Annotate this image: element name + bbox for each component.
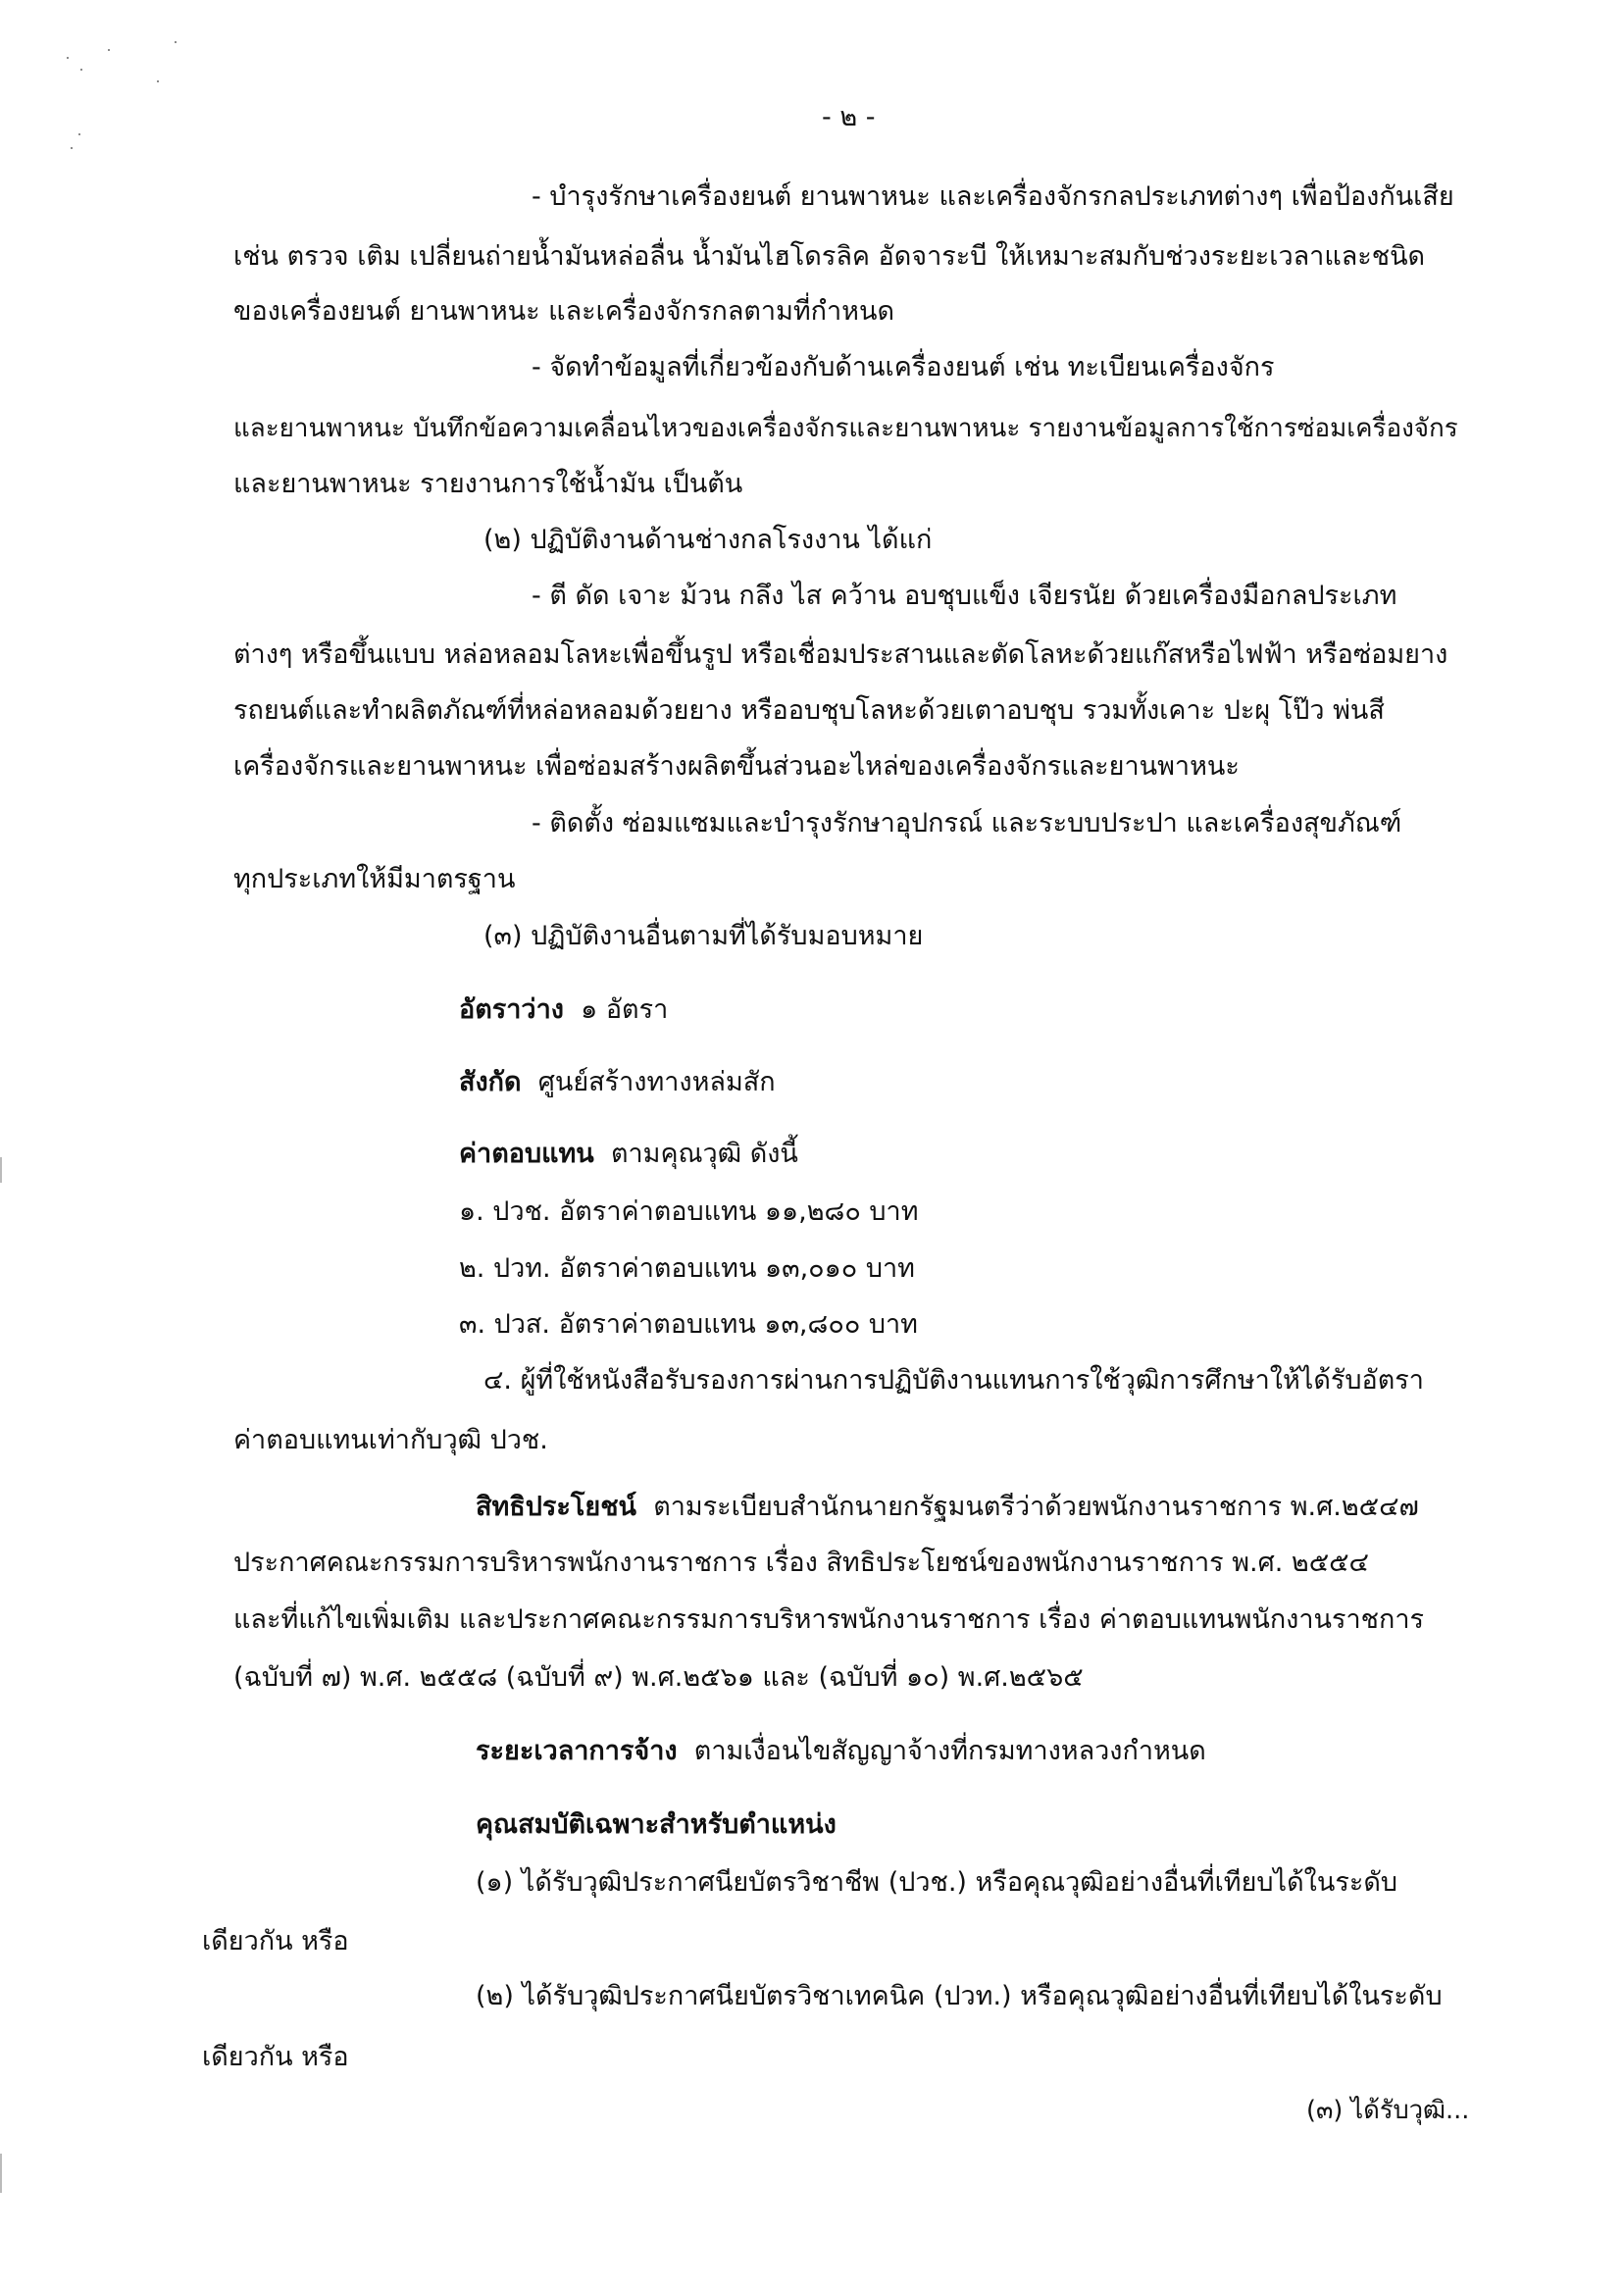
- scan-edge-mark: [0, 1157, 2, 1183]
- rate-line: ๑. ปวช. อัตราค่าตอบแทน ๑๑,๒๘๐ บาท: [459, 1196, 919, 1227]
- scan-speck: [175, 41, 177, 43]
- body-line: - บำรุงรักษาเครื่องยนต์ ยานพาหนะ และเครื่องจักรกลประเภทต่างๆ เพื่อป้องกันเสีย: [532, 181, 1454, 212]
- body-line: (ฉบับที่ ๗) พ.ศ. ๒๕๕๘ (ฉบับที่ ๙) พ.ศ.๒๕๖๑ และ (ฉบับที่ ๑๐) พ.ศ.๒๕๖๕: [233, 1662, 1084, 1693]
- duration-value: ตามเงื่อนไขสัญญาจ้างที่กรมทางหลวงกำหนด: [693, 1736, 1206, 1766]
- duration-label: ระยะเวลาการจ้าง: [476, 1736, 678, 1766]
- body-line: ประกาศคณะกรรมการบริหารพนักงานราชการ เรื่อง สิทธิประโยชน์ของพนักงานราชการ พ.ศ. ๒๕๕๔: [233, 1548, 1369, 1578]
- benefits-value: ตามระเบียบสำนักนายกรัฐมนตรีว่าด้วยพนักงานราชการ พ.ศ.๒๕๔๗: [653, 1492, 1419, 1522]
- continuation-note: (๓) ได้รับวุฒิ...: [1306, 2096, 1470, 2125]
- body-line: ทุกประเภทให้มีมาตรฐาน: [233, 864, 516, 894]
- affiliation-row: [459, 1065, 776, 1100]
- benefits-label: สิทธิประโยชน์: [476, 1492, 637, 1522]
- body-line: เดียวกัน หรือ: [202, 2042, 349, 2072]
- body-line: - จัดทำข้อมูลที่เกี่ยวข้องกับด้านเครื่องยนต์ เช่น ทะเบียนเครื่องจักร: [532, 352, 1275, 382]
- body-line: เดียวกัน หรือ: [202, 1926, 349, 1956]
- affiliation-value: ศูนย์สร้างทางหล่มสัก: [537, 1067, 776, 1097]
- body-line: (๓) ปฏิบัติงานอื่นตามที่ได้รับมอบหมาย: [483, 921, 924, 951]
- body-line: และยานพาหนะ บันทึกข้อความเคลื่อนไหวของเครื่องจักรและยานพาหนะ รายงานข้อมูลการใช้การซ่อมเครื่องจักร: [233, 414, 1458, 443]
- body-line: รถยนต์และทำผลิตภัณฑ์ที่หล่อหลอมด้วยยาง หรืออบชุบโลหะด้วยเตาอบชุบ รวมทั้งเคาะ ปะผุ โป๊ว พ่นสี: [233, 695, 1385, 726]
- vacancy-label: อัตราว่าง: [459, 994, 564, 1025]
- body-line: (๒) ปฏิบัติงานด้านช่างกลโรงงาน ได้แก่: [483, 525, 933, 555]
- body-line: เครื่องจักรและยานพาหนะ เพื่อซ่อมสร้างผลิตขึ้นส่วนอะไหล่ของเครื่องจักรและยานพาหนะ: [233, 751, 1240, 782]
- scan-speck: [157, 80, 159, 82]
- compensation-row: [459, 1137, 798, 1172]
- body-line: - ตี ดัด เจาะ ม้วน กลึง ไส คว้าน อบชุบแข็ง เจียรนัย ด้วยเครื่องมือกลประเภท: [532, 581, 1397, 611]
- rate-line: ๒. ปวท. อัตราค่าตอบแทน ๑๓,๐๑๐ บาท: [459, 1253, 915, 1284]
- qualifications-heading: คุณสมบัติเฉพาะสำหรับตำแหน่ง: [476, 1809, 837, 1840]
- scan-speck: [78, 133, 80, 135]
- benefits-row: [476, 1490, 1419, 1525]
- body-line: และยานพาหนะ รายงานการใช้น้ำมัน เป็นต้น: [233, 469, 743, 499]
- body-line: และที่แก้ไขเพิ่มเติม และประกาศคณะกรรมการบริหารพนักงานราชการ เรื่อง ค่าตอบแทนพนักงานราชการ: [233, 1604, 1424, 1635]
- scan-speck: [80, 69, 82, 71]
- vacancy-value: ๑ อัตรา: [581, 994, 669, 1025]
- vacancy-row: [459, 992, 668, 1028]
- compensation-value: ตามคุณวุฒิ ดังนี้: [610, 1139, 798, 1169]
- scan-speck: [108, 49, 110, 51]
- duration-row: [476, 1734, 1206, 1769]
- body-line: - ติดตั้ง ซ่อมแซมและบำรุงรักษาอุปกรณ์ และระบบประปา และเครื่องสุขภัณฑ์: [532, 808, 1402, 838]
- scan-edge-mark: [0, 2154, 2, 2193]
- compensation-label: ค่าตอบแทน: [459, 1139, 594, 1169]
- scan-speck: [71, 147, 73, 149]
- scan-speck: [67, 57, 69, 59]
- affiliation-label: สังกัด: [459, 1067, 522, 1097]
- body-line: (๑) ได้รับวุฒิประกาศนียบัตรวิชาชีพ (ปวช.) หรือคุณวุฒิอย่างอื่นที่เทียบได้ในระดับ: [476, 1867, 1397, 1898]
- body-line: เช่น ตรวจ เติม เปลี่ยนถ่ายน้ำมันหล่อลื่น น้ำมันไฮโดรลิค อัดจาระบี ให้เหมาะสมกับช่วงระยะเวลาและชนิด: [233, 241, 1426, 272]
- body-line: ค่าตอบแทนเท่ากับวุฒิ ปวช.: [233, 1425, 548, 1455]
- rate-line: ๓. ปวส. อัตราค่าตอบแทน ๑๓,๘๐๐ บาท: [459, 1309, 918, 1340]
- body-line: ๔. ผู้ที่ใช้หนังสือรับรองการผ่านการปฏิบัติงานแทนการใช้วุฒิการศึกษาให้ได้รับอัตรา: [483, 1365, 1424, 1396]
- body-line: ต่างๆ หรือขึ้นแบบ หล่อหลอมโลหะเพื่อขึ้นรูป หรือเชื่อมประสานและตัดโลหะด้วยแก๊สหรือไฟฟ้า หรือซ่อมยาง: [233, 639, 1448, 670]
- page-number: - ๒ -: [822, 102, 876, 132]
- body-line: ของเครื่องยนต์ ยานพาหนะ และเครื่องจักรกลตามที่กำหนด: [233, 296, 894, 327]
- body-line: (๒) ได้รับวุฒิประกาศนียบัตรวิชาเทคนิค (ปวท.) หรือคุณวุฒิอย่างอื่นที่เทียบได้ในระดับ: [476, 1981, 1443, 2011]
